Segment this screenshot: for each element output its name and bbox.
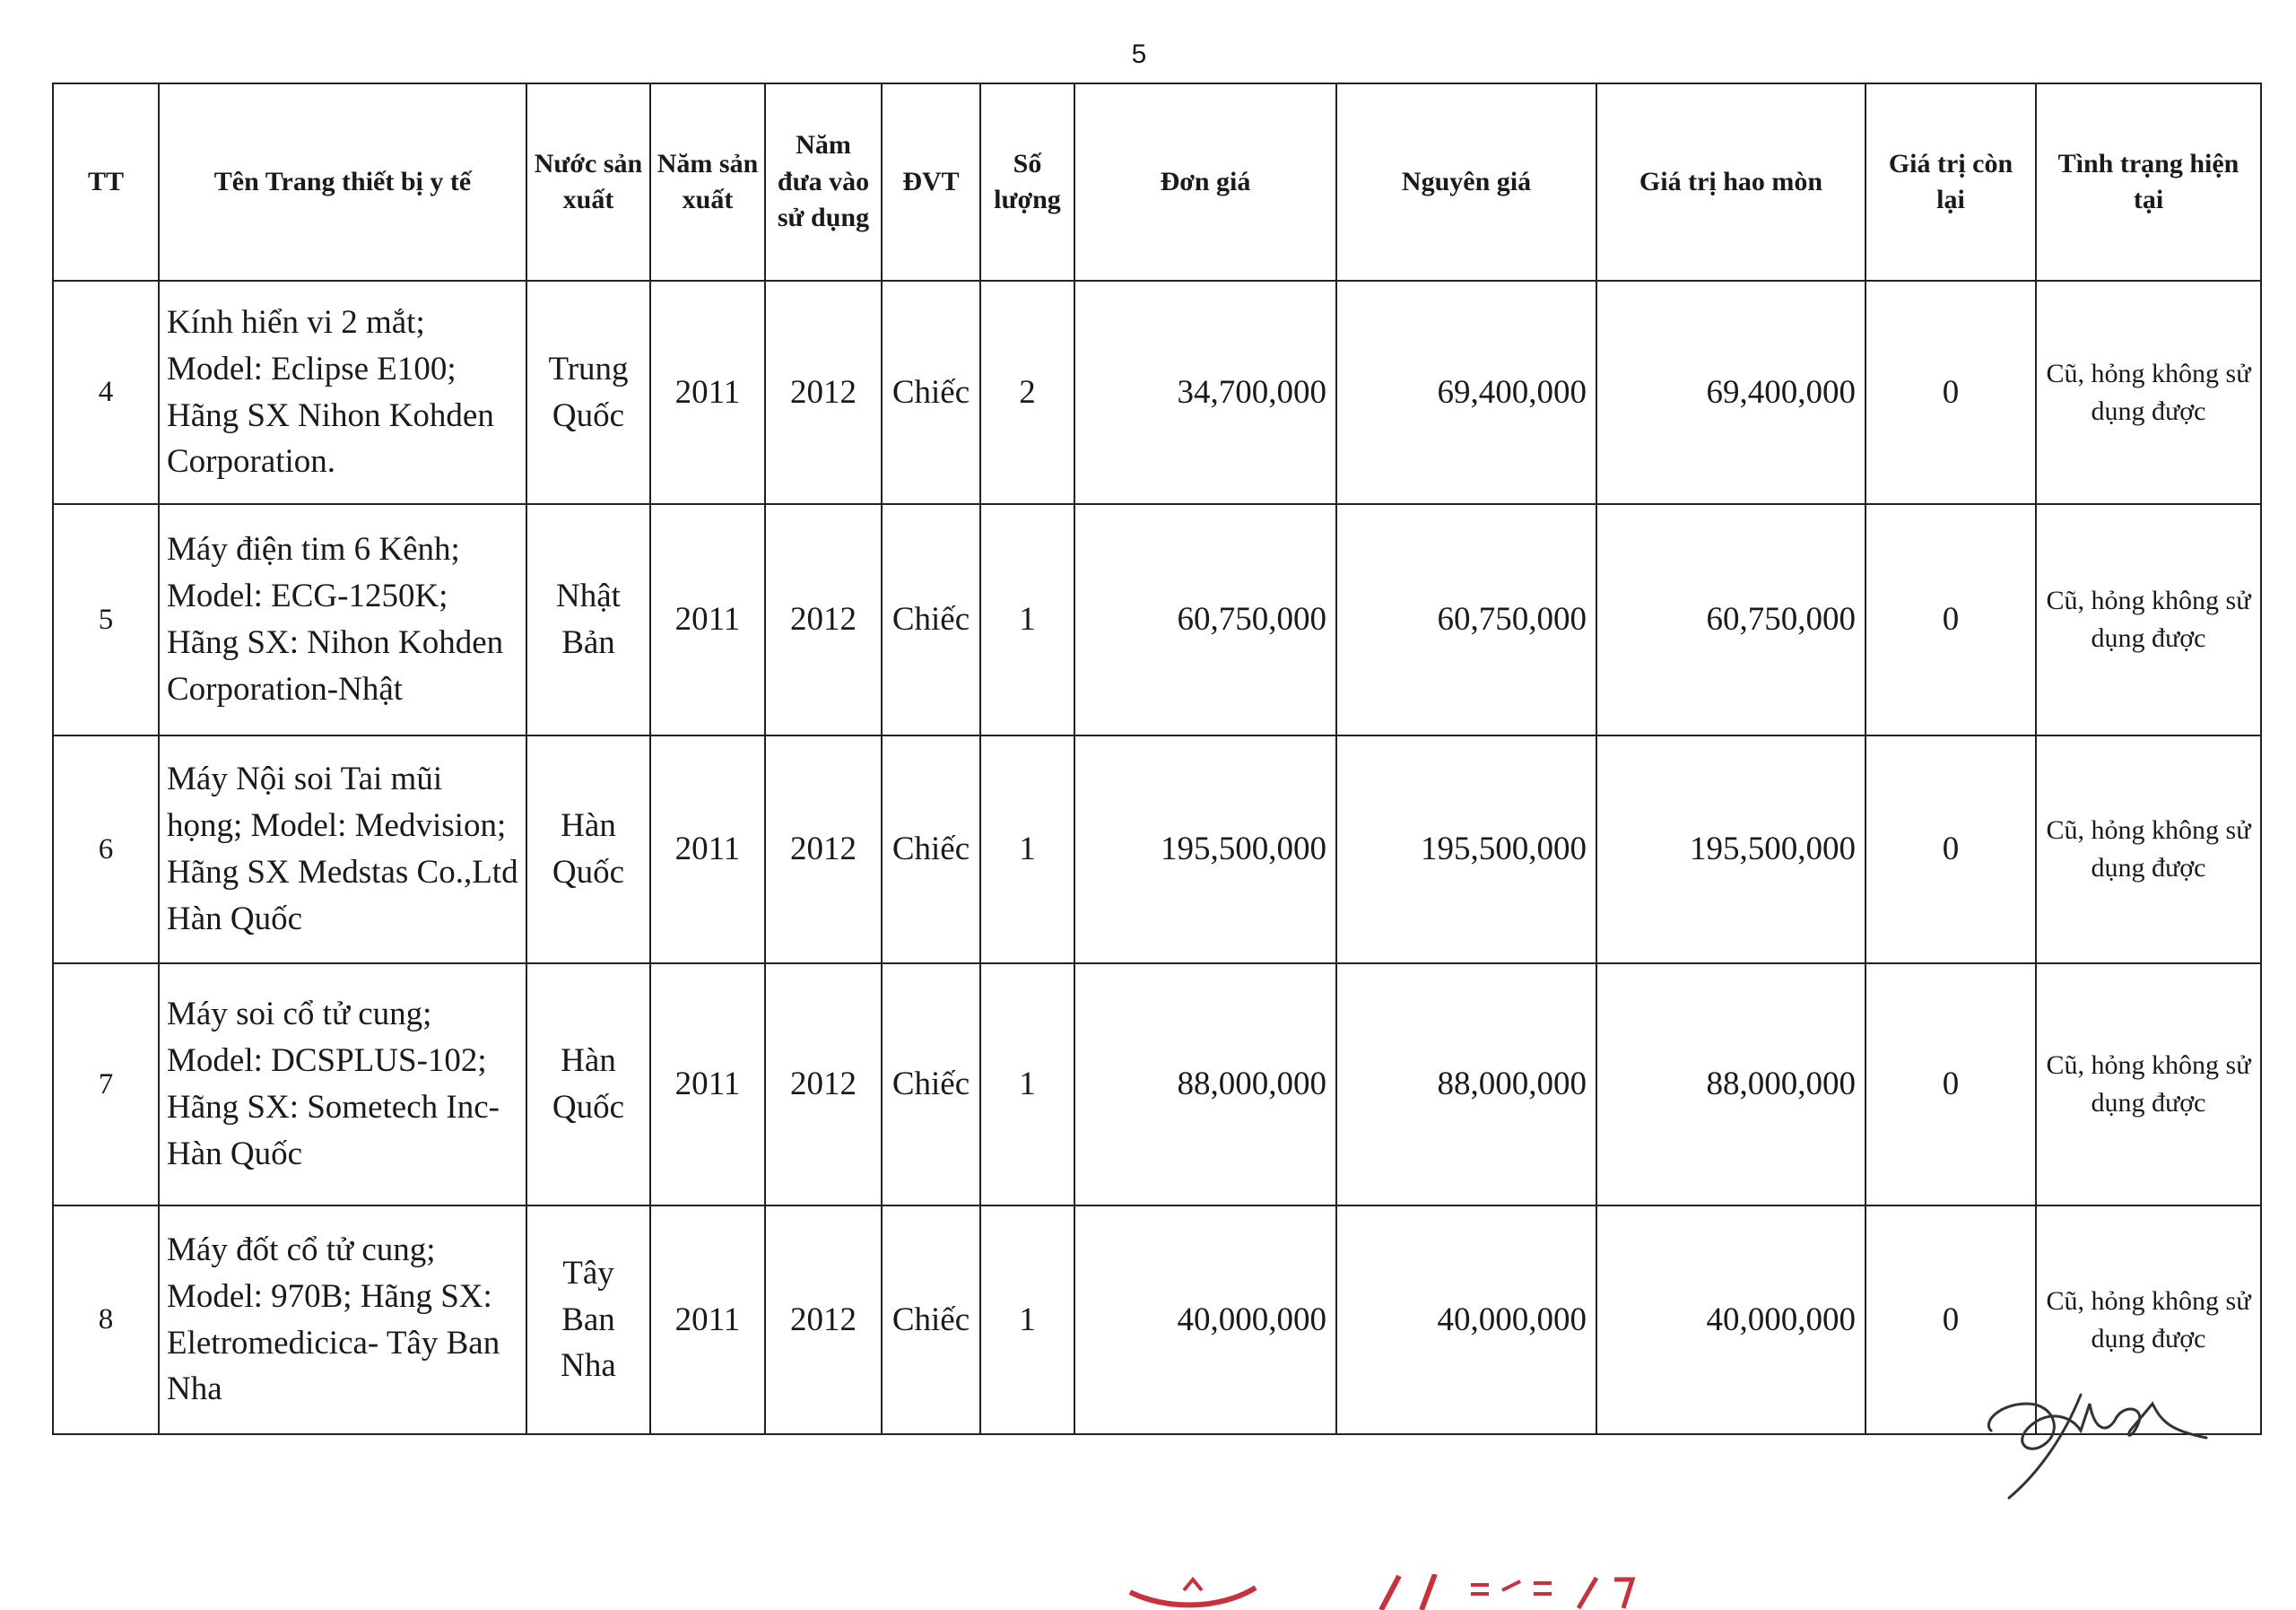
cell-depreciation: 69,400,000	[1596, 281, 1866, 504]
cell-country: Hàn Quốc	[526, 963, 650, 1205]
cell-country: Trung Quốc	[526, 281, 650, 504]
cell-name: Máy Nội soi Tai mũi họng; Model: Medvision; Hãng SX Medstas Co.,Ltd Hàn Quốc	[159, 735, 526, 963]
cell-quantity: 1	[980, 963, 1074, 1205]
header-tt: TT	[53, 83, 159, 281]
cell-tt: 5	[53, 504, 159, 735]
cell-residual-value: 0	[1866, 504, 2036, 735]
header-unit-price: Đơn giá	[1074, 83, 1336, 281]
cell-unit: Chiếc	[882, 735, 980, 963]
cell-original-cost: 69,400,000	[1336, 281, 1596, 504]
header-year-made: Năm sản xuất	[650, 83, 765, 281]
table-row	[53, 504, 2261, 735]
cell-quantity: 2	[980, 281, 1074, 504]
cell-unit-price: 60,750,000	[1074, 504, 1336, 735]
cell-year-made: 2011	[650, 1205, 765, 1434]
cell-status: Cũ, hỏng không sử dụng được	[2036, 504, 2261, 735]
cell-country: Tây Ban Nha	[526, 1205, 650, 1434]
table-row	[53, 281, 2261, 504]
cell-year-made: 2011	[650, 735, 765, 963]
cell-unit-price: 88,000,000	[1074, 963, 1336, 1205]
table-header-row	[53, 83, 2261, 281]
header-original-cost: Nguyên giá	[1336, 83, 1596, 281]
cell-country: Hàn Quốc	[526, 735, 650, 963]
cell-original-cost: 60,750,000	[1336, 504, 1596, 735]
cell-tt: 4	[53, 281, 159, 504]
cell-original-cost: 88,000,000	[1336, 963, 1596, 1205]
cell-unit-price: 34,700,000	[1074, 281, 1336, 504]
table-row	[53, 963, 2261, 1205]
cell-year-used: 2012	[765, 281, 882, 504]
cell-depreciation: 195,500,000	[1596, 735, 1866, 963]
cell-status: Cũ, hỏng không sử dụng được	[2036, 735, 2261, 963]
cell-year-used: 2012	[765, 963, 882, 1205]
page-number: 5	[1131, 39, 1147, 69]
cell-quantity: 1	[980, 504, 1074, 735]
header-depreciation: Giá trị hao mòn	[1596, 83, 1866, 281]
cell-status: Cũ, hỏng không sử dụng được	[2036, 963, 2261, 1205]
cell-unit-price: 40,000,000	[1074, 1205, 1336, 1434]
cell-unit-price: 195,500,000	[1074, 735, 1336, 963]
header-name: Tên Trang thiết bị y tế	[159, 83, 526, 281]
cell-quantity: 1	[980, 1205, 1074, 1434]
cell-unit: Chiếc	[882, 1205, 980, 1434]
cell-year-used: 2012	[765, 735, 882, 963]
cell-name: Máy đốt cổ tử cung; Model: 970B; Hãng SX: Eletromedicica- Tây Ban Nha	[159, 1205, 526, 1434]
cell-depreciation: 88,000,000	[1596, 963, 1866, 1205]
cell-residual-value: 0	[1866, 963, 2036, 1205]
cell-quantity: 1	[980, 735, 1074, 963]
cell-status: Cũ, hỏng không sử dụng được	[2036, 1205, 2261, 1434]
cell-residual-value: 0	[1866, 1205, 2036, 1434]
table-row	[53, 735, 2261, 963]
handwritten-signature	[1973, 1368, 2242, 1502]
header-country: Nước sản xuất	[526, 83, 650, 281]
cell-tt: 6	[53, 735, 159, 963]
header-quantity: Số lượng	[980, 83, 1074, 281]
equipment-table	[52, 83, 2262, 1435]
cell-name: Kính hiển vi 2 mắt; Model: Eclipse E100; Hãng SX Nihon Kohden Corporation.	[159, 281, 526, 504]
header-year-used: Năm đưa vào sử dụng	[765, 83, 882, 281]
cell-name: Máy điện tim 6 Kênh; Model: ECG-1250K; Hãng SX: Nihon Kohden Corporation-Nhật	[159, 504, 526, 735]
cell-unit: Chiếc	[882, 281, 980, 504]
cell-tt: 7	[53, 963, 159, 1205]
cell-unit: Chiếc	[882, 504, 980, 735]
table-row	[53, 1205, 2261, 1434]
header-status: Tình trạng hiện tại	[2036, 83, 2261, 281]
cell-name: Máy soi cổ tử cung; Model: DCSPLUS-102; Hãng SX: Sometech Inc-Hàn Quốc	[159, 963, 526, 1205]
cell-status: Cũ, hỏng không sử dụng được	[2036, 281, 2261, 504]
cell-residual-value: 0	[1866, 281, 2036, 504]
cell-tt: 8	[53, 1205, 159, 1434]
header-unit: ĐVT	[882, 83, 980, 281]
red-seal-fragment	[1112, 1574, 1668, 1610]
cell-country: Nhật Bản	[526, 504, 650, 735]
cell-unit: Chiếc	[882, 963, 980, 1205]
cell-original-cost: 195,500,000	[1336, 735, 1596, 963]
cell-original-cost: 40,000,000	[1336, 1205, 1596, 1434]
cell-year-made: 2011	[650, 963, 765, 1205]
cell-year-made: 2011	[650, 504, 765, 735]
cell-depreciation: 60,750,000	[1596, 504, 1866, 735]
cell-year-used: 2012	[765, 1205, 882, 1434]
header-residual-value: Giá trị còn lại	[1866, 83, 2036, 281]
cell-year-made: 2011	[650, 281, 765, 504]
cell-residual-value: 0	[1866, 735, 2036, 963]
cell-year-used: 2012	[765, 504, 882, 735]
cell-depreciation: 40,000,000	[1596, 1205, 1866, 1434]
